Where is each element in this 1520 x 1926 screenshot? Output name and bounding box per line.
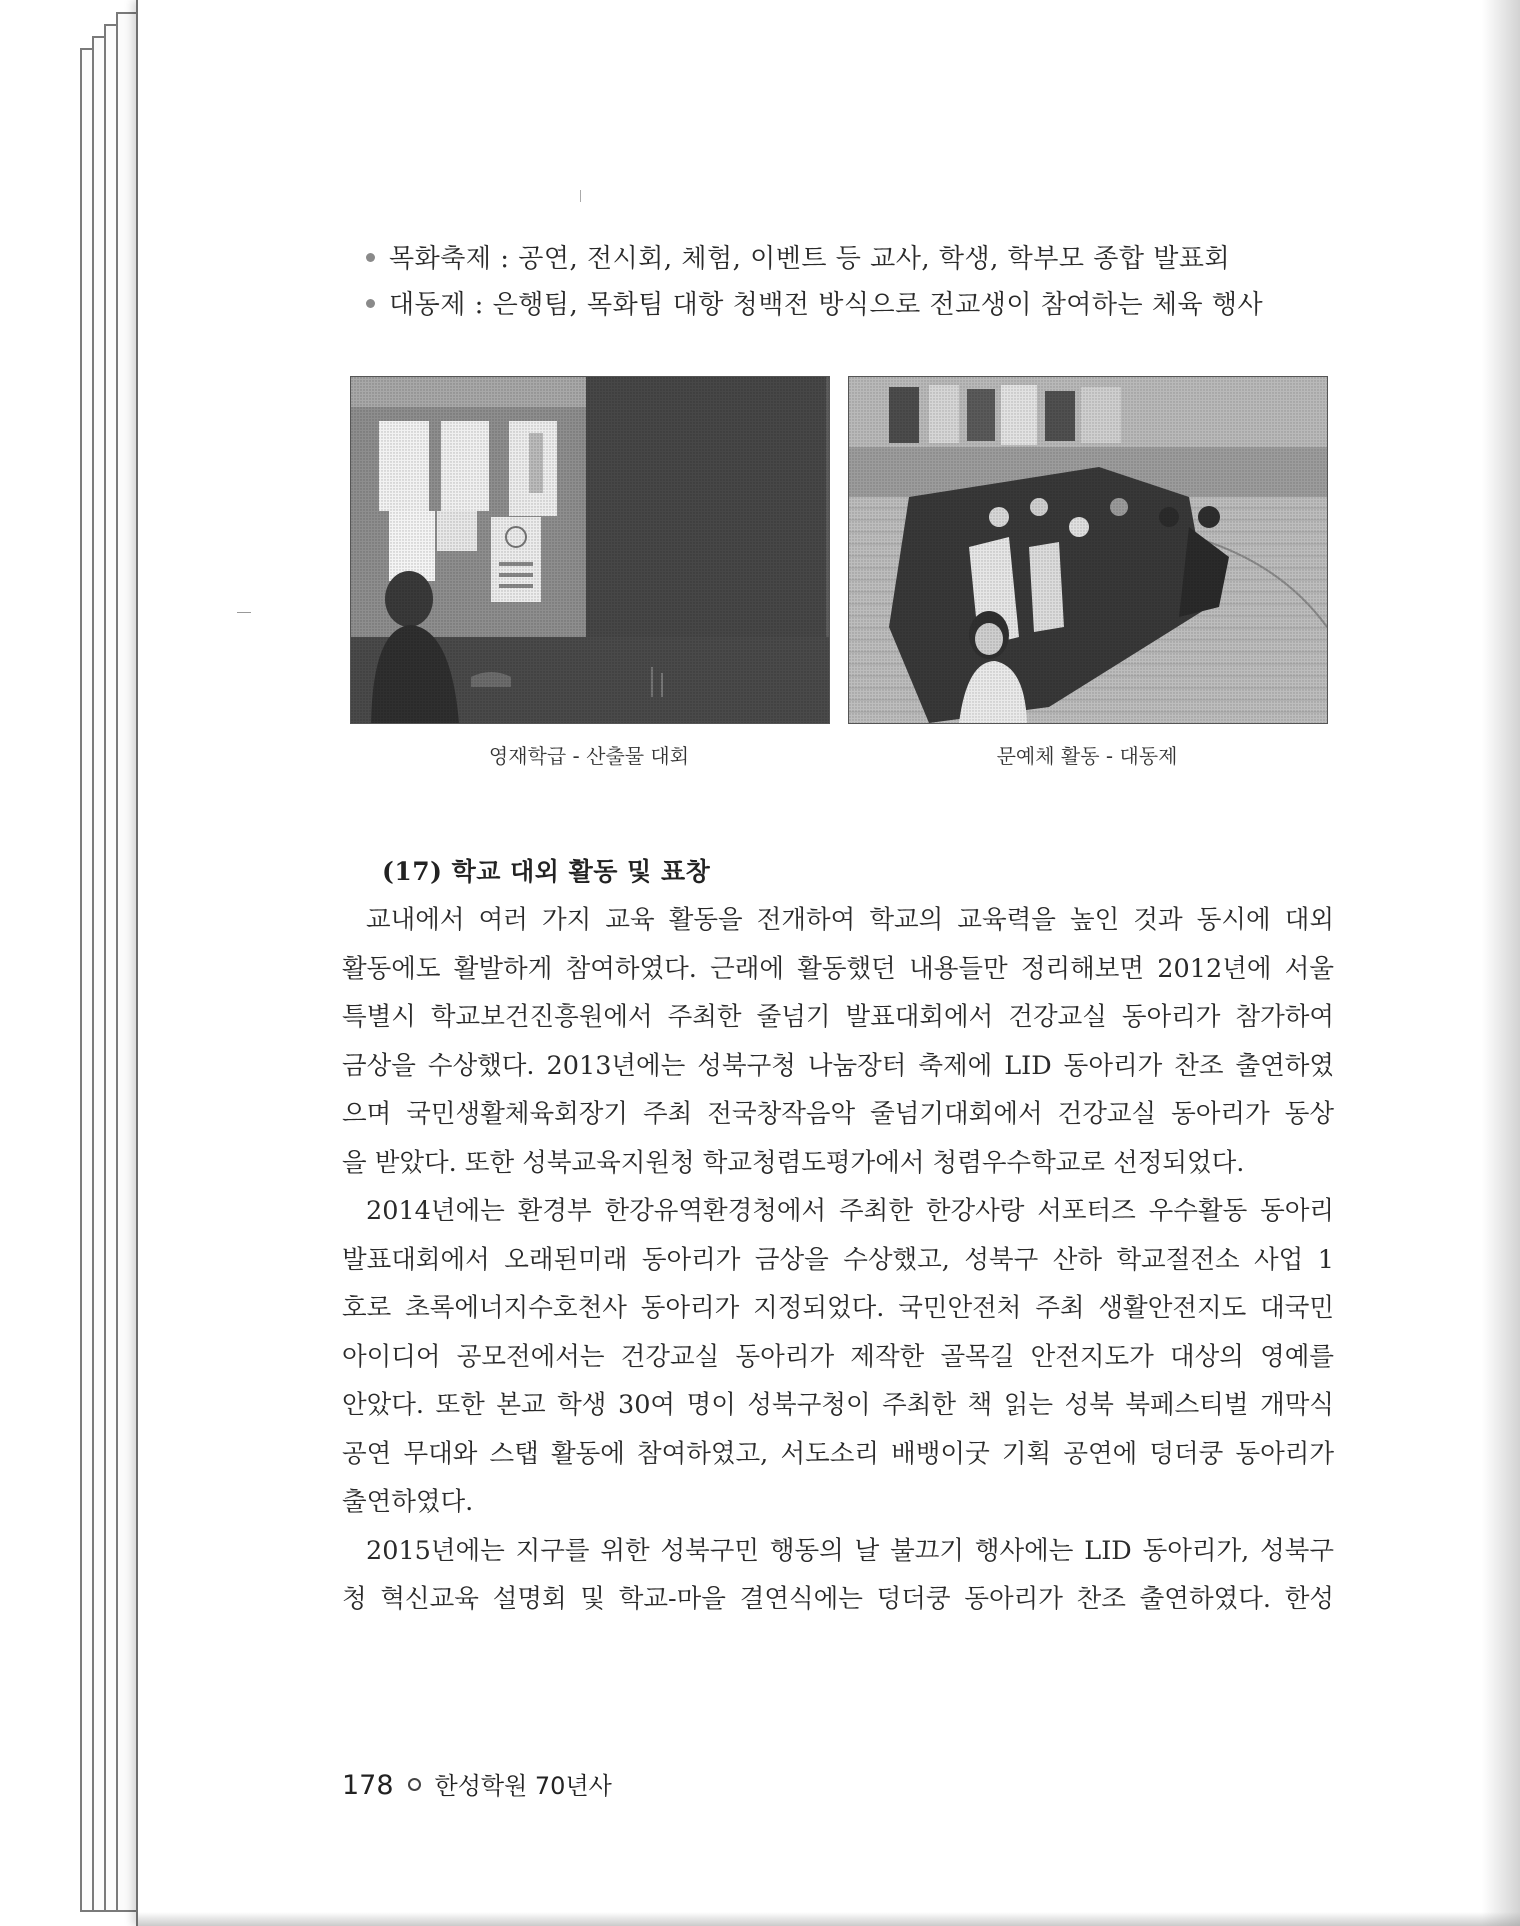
paragraph-line: 호로 초록에너지수호천사 동아리가 지정되었다. 국민안전처 주최 생활안전지도 대국민 xyxy=(342,1293,1334,1323)
bullet-dot-icon xyxy=(366,253,375,262)
footer-dot-icon xyxy=(408,1778,421,1791)
paragraph-line: 발표대회에서 오래된미래 동아리가 금상을 수상했고, 성북구 산하 학교절전소 사업 1 xyxy=(342,1244,1334,1275)
photo-gifted-class xyxy=(350,376,830,724)
paragraph-line: 2014년에는 환경부 한강유역환경청에서 주최한 한강사랑 서포터즈 우수활동 동아리 xyxy=(366,1196,1334,1226)
section-heading: (17) 학교 대외 활동 및 표창 xyxy=(382,857,711,886)
bullet-item xyxy=(366,282,1306,328)
paragraph-line: 금상을 수상했다. 2013년에는 성북구청 나눔장터 축제에 LID 동아리가 찬조 출연하였 xyxy=(342,1050,1334,1081)
paragraph-line: 2015년에는 지구를 위한 성북구민 행동의 날 불끄기 행사에는 LID 동아리가, 성북구 xyxy=(366,1535,1334,1566)
paragraph-line: 을 받았다. 또한 성북교육지원청 학교청렴도평가에서 청렴우수학교로 선정되었다. xyxy=(342,1147,1245,1178)
photo-sports-festival xyxy=(848,376,1328,724)
body-text xyxy=(342,896,1334,1624)
bullet-dot-icon xyxy=(366,299,375,308)
paragraph-line: 교내에서 여러 가지 교육 활동을 전개하여 학교의 교육력을 높인 것과 동시에 대외 xyxy=(366,905,1334,935)
paragraph-line: 활동에도 활발하게 참여하였다. 근래에 활동했던 내용들만 정리해보면 2012년에 서울 xyxy=(342,953,1334,984)
paragraph-line: 안았다. 또한 본교 학생 30여 명이 성북구청이 주최한 책 읽는 성북 북페스티벌 개막식 xyxy=(342,1390,1334,1420)
paragraph-line: 청 혁신교육 설명회 및 학교-마을 결연식에는 덩더쿵 동아리가 찬조 출연하였다. 한성 xyxy=(342,1584,1334,1614)
scan-mark xyxy=(580,190,581,202)
paragraph-line: 공연 무대와 스탭 활동에 참여하였고, 서도소리 배뱅이굿 기획 공연에 덩더쿵 동아리가 xyxy=(342,1438,1334,1469)
book-title: 한성학원 70년사 xyxy=(434,1772,612,1800)
bullet-text: 목화축제 : 공연, 전시회, 체험, 이벤트 등 교사, 학생, 학부모 종합 발표회 xyxy=(389,244,1231,274)
paragraph-line: 특별시 학교보건진흥원에서 주최한 줄넘기 발표대회에서 건강교실 동아리가 참가하여 xyxy=(342,1002,1334,1032)
paragraph-line: 으며 국민생활체육회장기 주최 전국창작음악 줄넘기대회에서 건강교실 동아리가 동상 xyxy=(342,1099,1334,1129)
page-footer xyxy=(342,1766,612,1801)
paragraph-line: 아이디어 공모전에서는 건강교실 동아리가 제작한 골목길 안전지도가 대상의 영예를 xyxy=(342,1341,1334,1372)
photo-caption: 문예체 활동 - 대동제 xyxy=(996,744,1178,768)
photo-caption: 영재학급 - 산출물 대회 xyxy=(488,744,690,768)
page-shadow xyxy=(138,1912,1520,1926)
bullet-list xyxy=(366,236,1306,328)
page-shadow xyxy=(1482,0,1520,1926)
paragraph-line: 출연하였다. xyxy=(342,1487,474,1517)
bullet-item xyxy=(366,236,1306,282)
page-number: 178 xyxy=(342,1770,394,1801)
bullet-text: 대동제 : 은행팀, 목화팀 대항 청백전 방식으로 전교생이 참여하는 체육 행사 xyxy=(389,290,1264,320)
scan-mark xyxy=(237,612,251,613)
